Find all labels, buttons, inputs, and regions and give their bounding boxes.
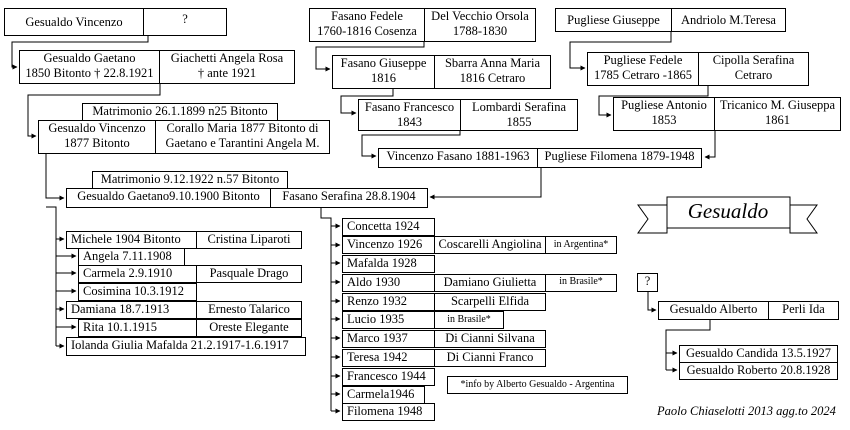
spouse-box: Pugliese Filomena 1879-1948	[537, 148, 702, 168]
child-box: Gesualdo Roberto 20.8.1928	[679, 362, 838, 380]
marriage-record: Matrimonio 9.12.1922 n.57 Bitonto	[92, 171, 288, 189]
child-box: Filomena 1948	[342, 403, 435, 421]
spouse-box: Ernesto Talarico	[196, 301, 302, 319]
child-box: Concetta 1924	[342, 218, 435, 236]
child-box: Carmela1946	[342, 386, 425, 404]
connector-fasano-couple-to-serafina	[430, 167, 541, 197]
connector-children-trunk	[46, 207, 56, 346]
connector-pugliese-antonio-to-filomena	[705, 130, 715, 157]
emigration-note: in Brasile*	[545, 274, 617, 292]
person-box: Vincenzo Fasano 1881-1963	[378, 148, 538, 168]
emigration-note: in Brasile*	[434, 311, 504, 329]
child-box: Carmela 2.9.1910	[78, 265, 197, 283]
family-name-banner: Gesualdo	[687, 199, 769, 223]
emigration-note: in Argentina*	[545, 236, 617, 254]
person-box: Fasano Francesco 1843	[358, 99, 461, 131]
child-box: Mafalda 1928	[342, 255, 435, 273]
person-box: Fasano Fedele 1760-1816 Cosenza	[309, 8, 425, 42]
info-note: *info by Alberto Gesualdo - Argentina	[447, 376, 628, 394]
unknown-parent-box: ?	[637, 273, 658, 292]
person-box: Gesualdo Gaetano9.10.1900 Bitonto	[66, 188, 271, 208]
child-box: Iolanda Giulia Mafalda 21.2.1917-1.6.1917	[66, 337, 306, 356]
child-box: Michele 1904 Bitonto	[66, 231, 197, 249]
spouse-box: ?	[143, 8, 227, 36]
person-box: Pugliese Giuseppe	[555, 8, 672, 32]
child-box: Marco 1937	[342, 330, 435, 348]
spouse-box: Cristina Liparoti	[196, 231, 302, 249]
child-box: Francesco 1944	[342, 368, 435, 386]
spouse-box: Fasano Serafina 28.8.1904	[270, 188, 428, 208]
spouse-box: Andriolo M.Teresa	[671, 8, 786, 32]
child-box: Angela 7.11.1908	[78, 248, 185, 266]
person-box: Gesualdo Gaetano 1850 Bitonto † 22.8.1921	[19, 50, 160, 84]
person-box: Gesualdo Vincenzo	[4, 8, 144, 36]
child-box: Aldo 1930	[342, 274, 435, 292]
spouse-box: Coscarelli Angiolina	[434, 236, 546, 254]
person-box: Pugliese Fedele 1785 Cetraro -1865	[587, 52, 699, 86]
spouse-box: Del Vecchio Orsola 1788-1830	[424, 8, 536, 42]
spouse-box: Sbarra Anna Maria 1816 Cetraro	[434, 55, 551, 89]
spouse-box: Scarpelli Elfida	[434, 293, 546, 311]
spouse-box: Di Cianni Silvana	[434, 330, 546, 348]
spouse-box: Damiano Giulietta	[434, 274, 546, 292]
spouse-box: Cipolla Serafina Cetraro	[698, 52, 809, 86]
child-box: Cosimina 10.3.1912	[78, 283, 197, 301]
person-box: Fasano Giuseppe 1816	[332, 55, 435, 89]
connector-unknown-to-alberto	[648, 292, 656, 310]
author-credit: Paolo Chiaselotti 2013 agg.to 2024	[657, 404, 836, 418]
child-box: Rita 10.1.1915	[78, 319, 197, 337]
connector-serafina-children-trunk	[321, 207, 331, 411]
spouse-box: Pasquale Drago	[196, 265, 302, 283]
spouse-box: Corallo Maria 1877 Bitonto di Gaetano e Tarantini Angela M.	[155, 120, 330, 154]
child-box: Vincenzo 1926	[342, 236, 435, 254]
child-box: Lucio 1935	[342, 311, 435, 329]
spouse-box: Di Cianni Franco	[434, 349, 546, 367]
spouse-box: Oreste Elegante	[196, 319, 302, 337]
person-box: Gesualdo Vincenzo 1877 Bitonto	[38, 120, 156, 154]
child-box: Gesualdo Candida 13.5.1927	[679, 345, 838, 363]
spouse-box: Tricanico M. Giuseppa 1861	[714, 97, 841, 131]
spouse-box: Giachetti Angela Rosa † ante 1921	[159, 50, 295, 84]
child-box: Damiana 18.7.1913	[66, 301, 197, 319]
person-box: Gesualdo Alberto	[658, 301, 769, 320]
child-box: Teresa 1942	[342, 349, 435, 367]
person-box: Pugliese Antonio 1853	[613, 97, 715, 131]
spouse-box: Perli Ida	[768, 301, 839, 320]
spouse-box: Lombardi Serafina 1855	[460, 99, 578, 131]
child-box: Renzo 1932	[342, 293, 435, 311]
marriage-record: Matrimonio 26.1.1899 n25 Bitonto	[82, 103, 278, 121]
